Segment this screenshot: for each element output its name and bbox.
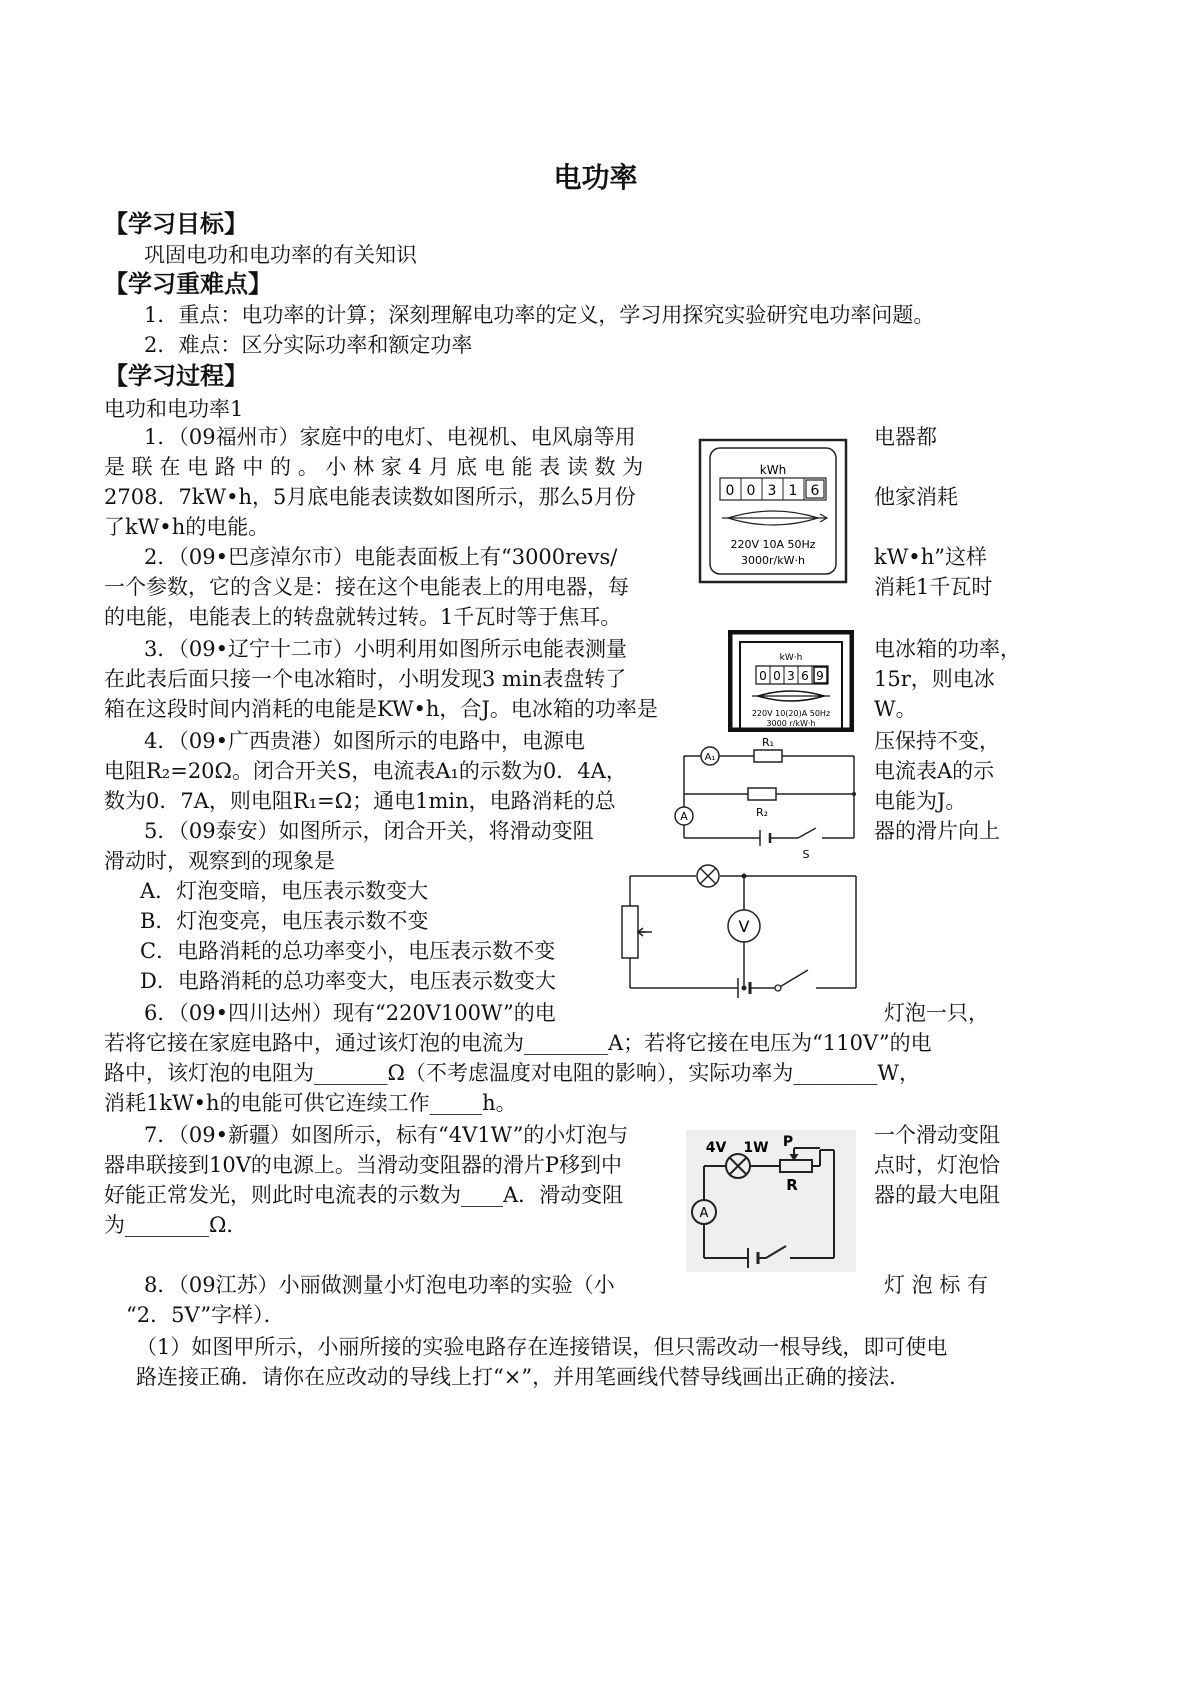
rheostat-icon <box>780 1160 812 1172</box>
q2-line-1: 2．（09•巴彦淖尔市）电能表面板上有“3000revs/ <box>144 545 618 569</box>
q3-right-2: 15r，则电冰 <box>874 667 995 691</box>
rheostat-icon <box>622 906 638 958</box>
meter2-unit: kW·h <box>779 653 803 663</box>
page-title: 电功率 <box>553 161 638 194</box>
q1-line-4: 了kW•h的电能。 <box>104 515 270 539</box>
q1-line-2: 是 联 在 电 路 中 的 。 小 林 家 4 月 底 电 能 表 读 数 为 <box>104 455 644 479</box>
meter1-digit: 3 <box>767 483 777 499</box>
lamp-power-label: 1W <box>743 1140 769 1156</box>
meter1-rev: 3000r/kW·h <box>741 554 805 567</box>
q1-line-3: 2708．7kW•h，5月底电能表读数如图所示，那么5月份 <box>104 485 636 509</box>
meter2-digit: 6 <box>801 669 809 683</box>
q4-line-3: 数为0．7A，则电阻R₁=Ω；通电1min，电路消耗的总 <box>104 789 616 813</box>
meter2-spec: 220V 10(20)A 50Hz <box>751 709 831 718</box>
q4-right-2: 电流表A的示 <box>874 759 995 783</box>
q3-line-3: 箱在这段时间内消耗的电能是KW•h，合J。电冰箱的功率是 <box>104 697 658 721</box>
electric-meter-figure-1 <box>698 438 848 584</box>
q4-line-2: 电阻R₂=20Ω。闭合开关S，电流表A₁的示数为0．4A， <box>104 759 627 783</box>
q7-line-3: 好能正常发光，则此时电流表的示数为____A．滑动变阻 <box>104 1183 624 1207</box>
ammeter-label: A <box>699 1206 709 1221</box>
q5-line-1: 5．（09泰安）如图所示，闭合开关，将滑动变阻 <box>144 819 594 843</box>
section-goal-heading: 【学习目标】 <box>104 210 248 238</box>
slider-p-label: P <box>782 1134 794 1150</box>
q8-line-2: “2．5V”字样）． <box>126 1303 285 1327</box>
resistor-r2-label: R₂ <box>755 806 769 819</box>
meter1-spec: 220V 10A 50Hz <box>730 538 816 551</box>
q6-line-3: 路中，该灯泡的电阻为_______Ω（不考虑温度对电阻的影响），实际功率为________W， <box>104 1061 920 1085</box>
meter2-digit: 9 <box>816 669 824 683</box>
q2-line-3: 的电能，电能表上的转盘就转过转。1千瓦时等于焦耳。 <box>104 605 622 629</box>
ammeter-a1-label: A₁ <box>704 752 716 763</box>
q2-right-2: 消耗1千瓦时 <box>874 575 993 599</box>
parallel-circuit-figure <box>666 736 864 862</box>
q6-line-1: 6．（09•四川达州）现有“220V100W”的电 <box>144 1001 556 1025</box>
q2-right-1: kW•h”这样 <box>874 545 987 569</box>
q5-option-d: D．电路消耗的总功率变大，电压表示数变大 <box>140 969 556 993</box>
q3-line-2: 在此表后面只接一个电冰箱时，小明发现3 min表盘转了 <box>104 667 627 691</box>
key-point-2: 2．难点：区分实际功率和额定功率 <box>144 333 473 357</box>
q8-line-4: 路连接正确．请你在应改动的导线上打“×”，并用笔画线代替导线画出正确的接法． <box>136 1365 911 1389</box>
lamp-voltage-label: 4V <box>705 1140 727 1156</box>
meter1-digit: 6 <box>810 483 820 499</box>
q8-line-3: （1）如图甲所示，小丽所接的实验电路存在连接错误，但只需改动一根导线，即可使电 <box>136 1335 948 1359</box>
q7-line-2: 器串联接到10V的电源上。当滑动变阻器的滑片P移到中 <box>104 1153 623 1177</box>
ammeter-a-label: A <box>680 810 688 823</box>
q3-right-1: 电冰箱的功率， <box>874 637 1021 661</box>
q5-option-a: A．灯泡变暗，电压表示数变大 <box>140 879 429 903</box>
q4-right-3: 电能为J。 <box>874 789 967 813</box>
q5-option-c: C．电路消耗的总功率变小，电压表示数不变 <box>140 939 556 963</box>
q7-right-2: 点时，灯泡恰 <box>874 1153 1000 1177</box>
section-process-heading: 【学习过程】 <box>104 362 248 390</box>
section-key-heading: 【学习重难点】 <box>104 270 272 298</box>
q7-right-3: 器的最大电阻 <box>874 1183 1000 1207</box>
voltmeter-label: V <box>738 917 750 936</box>
q1-line-1: 1．（09福州市）家庭中的电灯、电视机、电风扇等用 <box>144 425 636 449</box>
q3-line-1: 3．（09•辽宁十二市）小明利用如图所示电能表测量 <box>144 637 627 661</box>
meter2-digit: 3 <box>787 669 795 683</box>
lamp-rheostat-circuit-figure <box>686 1130 856 1272</box>
subsection-title: 电功和电功率1 <box>104 397 244 421</box>
q6-right-1: 灯泡一只， <box>884 1001 989 1025</box>
goal-text: 巩固电功和电功率的有关知识 <box>144 243 417 267</box>
q5-right-1: 器的滑片向上 <box>874 819 1000 843</box>
q1-right-1: 电器都 <box>874 425 937 449</box>
switch-s-label: S <box>802 848 810 861</box>
q7-line-1: 7．（09•新疆）如图所示，标有“4V1W”的小灯泡与 <box>144 1123 629 1147</box>
q3-right-3: W。 <box>874 697 917 721</box>
resistor-r1-label: R₁ <box>761 736 775 749</box>
meter1-unit: kWh <box>759 463 787 477</box>
resistor-r2-icon <box>748 788 776 800</box>
q1-right-3: 他家消耗 <box>874 485 958 509</box>
rheostat-circuit-figure <box>616 858 864 1008</box>
q4-right-1: 压保持不变， <box>874 729 1000 753</box>
q7-right-1: 一个滑动变阻 <box>874 1123 1000 1147</box>
q5-line-2: 滑动时，观察到的现象是 <box>104 849 335 873</box>
resistor-r1-icon <box>754 750 782 762</box>
q8-line-1: 8．（09江苏）小丽做测量小灯泡电功率的实验（小 <box>144 1273 615 1297</box>
meter1-digit: 1 <box>788 483 798 499</box>
q7-line-4: 为________Ω． <box>104 1213 248 1237</box>
meter1-digit: 0 <box>746 483 756 499</box>
q4-line-1: 4．（09•广西贵港）如图所示的电路中，电源电 <box>144 729 585 753</box>
meter2-digit: 0 <box>773 669 781 683</box>
q5-option-b: B．灯泡变亮，电压表示数不变 <box>140 909 429 933</box>
meter2-rev: 3000 r/kW·h <box>766 719 816 728</box>
meter1-digit: 0 <box>725 483 735 499</box>
q8-right-1: 灯 泡 标 有 <box>884 1273 989 1297</box>
q6-line-4: 消耗1kW•h的电能可供它连续工作_____h。 <box>104 1091 517 1115</box>
electric-meter-figure-2 <box>728 630 854 732</box>
key-point-1: 1．重点：电功率的计算；深刻理解电功率的定义，学习用探究实验研究电功率问题。 <box>144 303 935 327</box>
meter2-digit: 0 <box>759 669 767 683</box>
rheostat-r-label: R <box>786 1176 798 1194</box>
q6-line-2: 若将它接在家庭电路中，通过该灯泡的电流为________A；若将它接在电压为“110V”的电 <box>104 1031 932 1055</box>
q2-line-2: 一个参数，它的含义是：接在这个电能表上的用电器，每 <box>104 575 629 599</box>
